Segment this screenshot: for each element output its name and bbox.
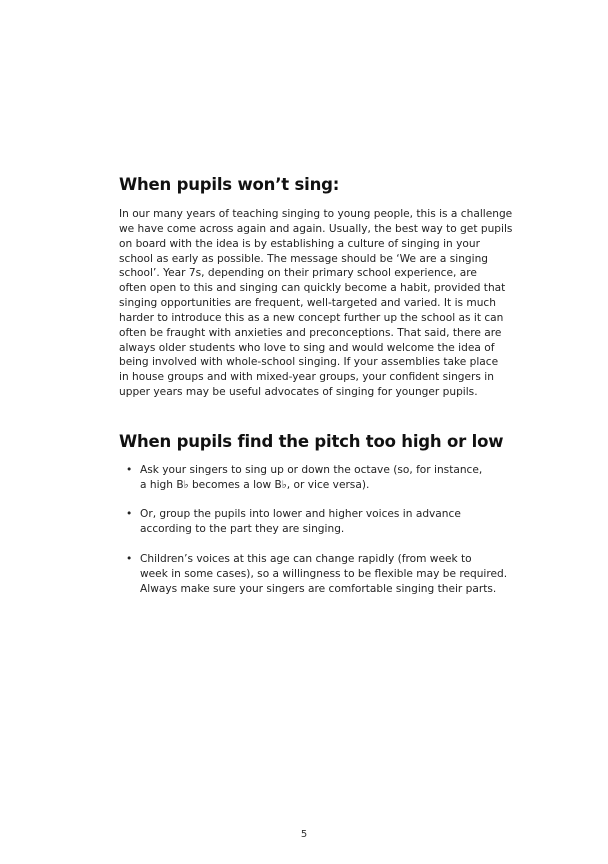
list-item bbox=[126, 552, 506, 597]
paragraph-line: singing opportunities are frequent, well-targeted and varied. It is much bbox=[119, 297, 496, 310]
section-heading-wont-sing: When pupils won’t sing: bbox=[119, 175, 340, 194]
bullet-icon: • bbox=[126, 508, 133, 521]
paragraph-line: always older students who love to sing and would welcome the idea of bbox=[119, 341, 495, 354]
list-item bbox=[126, 507, 506, 537]
paragraph-line: being involved with whole-school singing. If your assemblies take place bbox=[119, 356, 499, 369]
paragraph-line: in house groups and with mixed-year groups, your confident singers in bbox=[119, 371, 494, 384]
list-item-line: Ask your singers to sing up or down the octave (so, for instance, bbox=[140, 464, 483, 476]
bullet-icon: • bbox=[126, 464, 133, 476]
paragraph-line: we have come across again and again. Usually, the best way to get pupils bbox=[119, 222, 513, 235]
paragraph-line: upper years may be useful advocates of singing for younger pupils. bbox=[119, 386, 478, 399]
list-item bbox=[126, 463, 506, 493]
list-item-line: a high B♭ becomes a low B♭, or vice versa). bbox=[140, 478, 370, 491]
section-heading-pitch: When pupils find the pitch too high or low bbox=[119, 432, 504, 451]
paragraph-line: school as early as possible. The message should be ‘We are a singing bbox=[119, 252, 489, 265]
paragraph-line: on board with the idea is by establishing a culture of singing in your bbox=[119, 237, 480, 250]
section-paragraph-wont-sing bbox=[119, 207, 513, 400]
paragraph-line: In our many years of teaching singing to young people, this is a challenge bbox=[119, 208, 513, 220]
paragraph-line: often open to this and singing can quickly become a habit, provided that bbox=[119, 282, 506, 295]
paragraph-line: school’. Year 7s, depending on their primary school experience, are bbox=[119, 267, 477, 280]
list-item-line: week in some cases), so a willingness to be flexible may be required. bbox=[140, 567, 508, 580]
page-number: 5 bbox=[300, 829, 308, 840]
paragraph-line: often be fraught with anxieties and preconceptions. That said, there are bbox=[119, 326, 502, 339]
list-item-line: Or, group the pupils into lower and higher voices in advance bbox=[140, 508, 461, 521]
paragraph-line: harder to introduce this as a new concept further up the school as it can bbox=[119, 311, 504, 324]
list-item-line: according to the part they are singing. bbox=[140, 523, 345, 536]
bullet-icon: • bbox=[126, 552, 133, 565]
list-item-line: Always make sure your singers are comfortable singing their parts. bbox=[140, 582, 497, 595]
list-item-line: Children’s voices at this age can change rapidly (from week to bbox=[140, 552, 472, 565]
pitch-tips-list bbox=[126, 463, 506, 611]
